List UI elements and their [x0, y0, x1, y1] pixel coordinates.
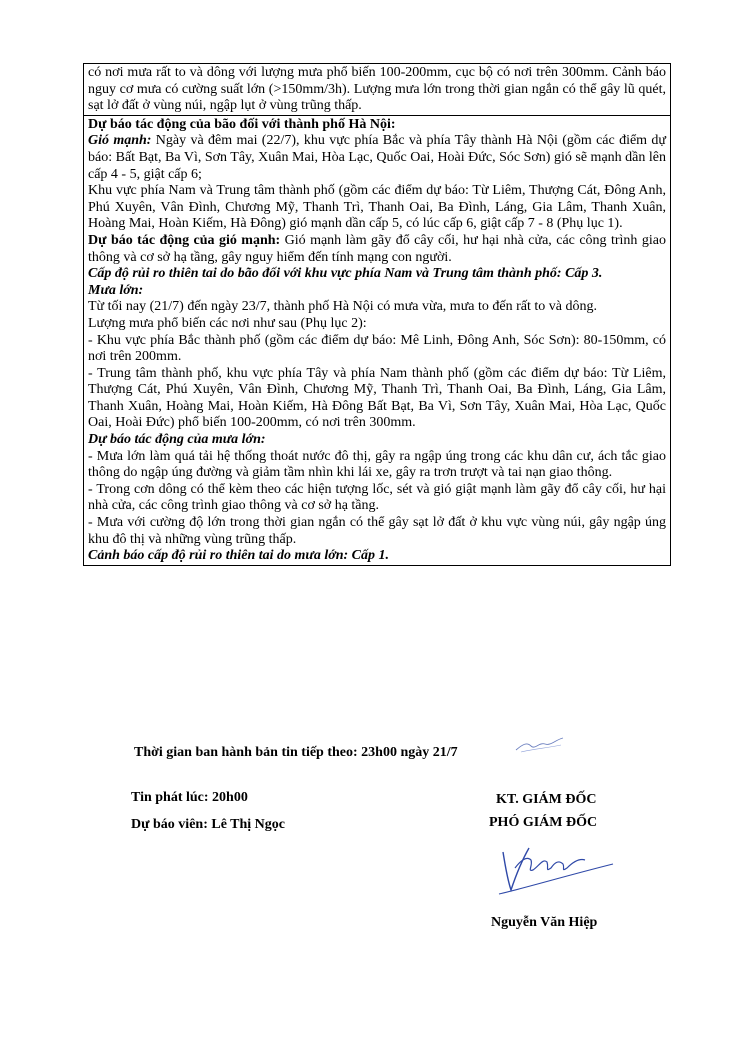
forecaster: Dự báo viên: Lê Thị Ngọc — [131, 817, 285, 832]
bulletin-table — [83, 63, 671, 566]
rain-impact-item-1: - Mưa lớn làm quá tải hệ thống thoát nước đô thị, gây ra ngập úng trong các khu dân cư, ách tắc giao thông do ngập úng đường và giảm tầm nhìn khi lái xe, gây ra trơn trượt và tai nạn giao thông. — [88, 448, 666, 481]
rain-warning-cell — [84, 64, 670, 115]
initials-mark — [513, 736, 565, 756]
next-issue-time: Thời gian ban hành bản tin tiếp theo: 23h00 ngày 21/7 — [134, 745, 458, 760]
signer-title-2: PHÓ GIÁM ĐỐC — [489, 815, 598, 830]
issued-at: Tin phát lúc: 20h00 — [131, 790, 248, 805]
wind-impact-label: Dự báo tác động của gió mạnh: — [88, 232, 281, 248]
handwritten-signature — [485, 838, 620, 908]
wind-impact-paragraph — [88, 233, 666, 266]
rainfall-center-west-south: - Trung tâm thành phố, khu vực phía Tây và phía Nam thành phố (gồm các điểm dự báo: Từ Liêm, Thượng Cát, Phú Xuyên, Vân Đình, Chương Mỹ, Thanh Trì, Thanh Oai, Ba Đình, Láng, Gia Lâm, Thanh Xuân, Hoàng Mai, Hoàn Kiếm, Hà Đông Bất Bạt, Ba Vì, Sơn Tây, Xuân Mai, Hòa Lạc, Quốc Oai, Hoài Đức) phổ biến 100-200mm, có nơi trên 300mm. — [88, 365, 666, 431]
strong-wind-label: Gió mạnh: — [88, 133, 152, 149]
south-center-wind-text: Khu vực phía Nam và Trung tâm thành phố (gồm các điểm dự báo: Từ Liêm, Thượng Cát, Đông Anh, Phú Xuyên, Vân Đình, Chương Mỹ, Thanh Trì, Thanh Oai, Ba Đình, Láng, Gia Lâm, Thanh Xuân, Hoàng Mai, Hoàn Kiếm, Hà Đông) gió mạnh dần cấp 5, có lúc cấp 6, giật cấp 7 - 8 (Phụ lục 1). — [88, 183, 666, 232]
rain-risk-level: Cảnh báo cấp độ rủi ro thiên tai do mưa lớn: Cấp 1. — [88, 548, 390, 564]
rain-impact-item-3: - Mưa với cường độ lớn trong thời gian ngắn có thể gây sạt lở đất ở khu vực vùng núi, gây ngập úng khu đô thị và những vùng trũng thấp. — [88, 515, 666, 547]
heavy-rain-label: Mưa lớn: — [88, 282, 144, 298]
rain-impact-label: Dự báo tác động của mưa lớn: — [88, 432, 266, 448]
strong-wind-text: Ngày và đêm mai (22/7), khu vực phía Bắc và phía Tây thành Hà Nội (gồm các điểm dự báo: Bất Bạt, Ba Vì, Sơn Tây, Xuân Mai, Hòa Lạc, Quốc Oai, Hoài Đức, Sóc Sơn) gió sẽ mạnh dần lên cấp 4 - 5, giật cấp 6; — [88, 133, 666, 182]
rain-warning-text: có nơi mưa rất to và dông với lượng mưa phổ biến 100-200mm, cục bộ có nơi trên 300mm. Cảnh báo nguy cơ mưa có cường suất lớn (>150mm/3h). Lượng mưa lớn trong thời gian ngắn có thể gây lũ quét, sạt lở đất ở vùng núi, ngập lụt ở vùng trũng thấp. — [88, 65, 666, 114]
signer-name: Nguyễn Văn Hiệp — [491, 915, 598, 930]
rainfall-north: - Khu vực phía Bắc thành phố (gồm các điểm dự báo: Mê Linh, Đông Anh, Sóc Sơn): 80-150mm, có nơi trên 200mm. — [88, 332, 666, 365]
storm-risk-level: Cấp độ rủi ro thiên tai do bão đối với khu vực phía Nam và Trung tâm thành phố: Cấp 3. — [88, 266, 603, 282]
heavy-rain-text: Từ tối nay (21/7) đến ngày 23/7, thành phố Hà Nội có mưa vừa, mưa to đến rất to và dông. — [88, 299, 597, 315]
signer-title-1: KT. GIÁM ĐỐC — [496, 792, 597, 807]
rain-impact-item-2: - Trong cơn dông có thể kèm theo các hiện tượng lốc, sét và gió giật mạnh làm gãy đổ cây cối, hư hại nhà cửa, các công trình giao thông và cơ sở hạ tầng. — [88, 481, 666, 514]
rainfall-intro: Lượng mưa phổ biến các nơi như sau (Phụ lục 2): — [88, 315, 367, 331]
wind-impact-text: Gió mạnh làm gãy đổ cây cối, hư hại nhà cửa, các công trình giao thông và cơ sở hạ tầng, gây nguy hiểm đến tính mạng con người. — [88, 232, 666, 265]
hanoi-impact-cell — [84, 115, 670, 565]
strong-wind-paragraph — [88, 133, 666, 183]
hanoi-impact-title: Dự báo tác động của bão đối với thành phố Hà Nội: — [88, 116, 396, 132]
